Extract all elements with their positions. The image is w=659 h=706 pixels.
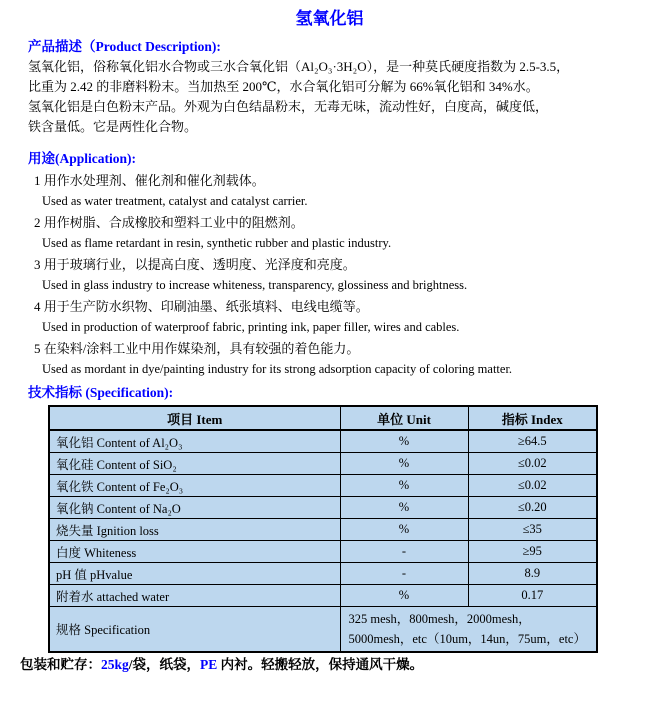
table-cell-item: 规格 Specification — [49, 607, 340, 653]
description-line: 比重为 2.42 的非磨料粉末。当加热至 200℃，水合氧化铝可分解为 66%氧化铝和 34%水。 — [28, 79, 539, 94]
table-cell-spec-value: 325 mesh，800mesh，2000mesh，5000mesh，etc（10um，14un，75um，etc） — [340, 607, 597, 653]
table-cell-unit: % — [340, 585, 468, 607]
application-heading: 用途(Application): — [28, 151, 136, 166]
application-item-en: Used as water treatment, catalyst and catalyst carrier. — [42, 194, 308, 208]
table-cell-unit: % — [340, 475, 468, 497]
packaging-note-segment: 包装和贮存： — [20, 657, 101, 672]
table-row — [49, 607, 597, 653]
application-item-zh: 3 用于玻璃行业，以提高白度、透明度、光泽度和亮度。 — [34, 257, 356, 272]
application-item-en: Used in glass industry to increase whiteness, transparency, glossiness and brightness. — [42, 278, 468, 292]
packaging-note-segment: 内衬。轻搬轻放，保持通风干燥。 — [217, 657, 424, 672]
table-cell-index: ≤35 — [468, 519, 597, 541]
application-item-en: Used as flame retardant in resin, synthetic rubber and plastic industry. — [42, 236, 392, 250]
table-cell-unit: - — [340, 541, 468, 563]
table-cell-item: 附着水 attached water — [49, 585, 340, 607]
table-cell-item: 氧化铁 Content of Fe₂O₃ — [49, 475, 340, 497]
table-cell-unit: % — [340, 519, 468, 541]
table-cell-unit: % — [340, 430, 468, 453]
table-row — [49, 497, 597, 519]
packaging-storage-note — [20, 656, 659, 674]
page-title: 氢氧化铝 — [295, 9, 364, 28]
application-item-zh: 2 用作树脂、合成橡胶和塑料工业中的阻燃剂。 — [34, 215, 304, 230]
table-cell-unit: % — [340, 453, 468, 475]
table-cell-index: ≥95 — [468, 541, 597, 563]
specification-heading: 技术指标 (Specification): — [28, 385, 174, 400]
application-item-zh: 4 用于生产防水织物、印刷油墨、纸张填料、电线电缆等。 — [34, 299, 369, 314]
table-row — [49, 563, 597, 585]
table-cell-index: ≥64.5 — [468, 430, 597, 453]
application-item-zh: 1 用作水处理剂、催化剂和催化剂载体。 — [34, 173, 265, 188]
application-item-en: Used as mordant in dye/painting industry for its strong adsorption capacity of coloring matter. — [42, 362, 513, 376]
table-cell-item: 氧化铝 Content of Al₂O₃ — [49, 430, 340, 453]
table-cell-item: pH 值 pHvalue — [49, 563, 340, 585]
table-cell-index: ≤0.02 — [468, 475, 597, 497]
table-cell-index: ≤0.20 — [468, 497, 597, 519]
table-row — [49, 585, 597, 607]
table-cell-item: 烧失量 Ignition loss — [49, 519, 340, 541]
description-line: 铁含量低。它是两性化合物。 — [28, 119, 198, 134]
table-row — [49, 519, 597, 541]
table-header-index: 指标 Index — [468, 406, 597, 430]
application-item-en: Used in production of waterproof fabric, printing ink, paper filler, wires and cables. — [42, 320, 460, 334]
table-header-item: 项目 Item — [49, 406, 340, 430]
packaging-note-segment: PE — [200, 657, 218, 672]
table-row — [49, 430, 597, 453]
specification-table — [48, 405, 598, 653]
table-cell-item: 白度 Whiteness — [49, 541, 340, 563]
description-line: 氢氧化铝，俗称氧化铝水合物或三水合氧化铝（Al₂O₃·3H₂O），是一种莫氏硬度指数为 2.5-3.5， — [28, 59, 570, 74]
packaging-note-segment: 25kg — [101, 657, 129, 672]
table-cell-index: 8.9 — [468, 563, 597, 585]
table-cell-unit: - — [340, 563, 468, 585]
table-row — [49, 475, 597, 497]
table-cell-item: 氧化钠 Content of Na₂O — [49, 497, 340, 519]
table-cell-unit: % — [340, 497, 468, 519]
table-body — [49, 430, 597, 652]
table-cell-index: 0.17 — [468, 585, 597, 607]
table-header-unit: 单位 Unit — [340, 406, 468, 430]
application-item-zh: 5 在染料/涂料工业中用作媒染剂，具有较强的着色能力。 — [34, 341, 360, 356]
description-paragraph — [0, 57, 659, 137]
table-cell-index: ≤0.02 — [468, 453, 597, 475]
packaging-note-segment: /袋，纸袋， — [128, 657, 201, 672]
description-line: 氢氧化铝是白色粉末产品。外观为白色结晶粉末，无毒无味，流动性好，白度高，碱度低， — [28, 99, 549, 114]
table-row — [49, 453, 597, 475]
description-heading: 产品描述（Product Description): — [28, 39, 221, 54]
table-header-row — [49, 406, 597, 430]
application-list — [0, 170, 659, 380]
table-row — [49, 541, 597, 563]
table-cell-item: 氧化硅 Content of SiO₂ — [49, 453, 340, 475]
